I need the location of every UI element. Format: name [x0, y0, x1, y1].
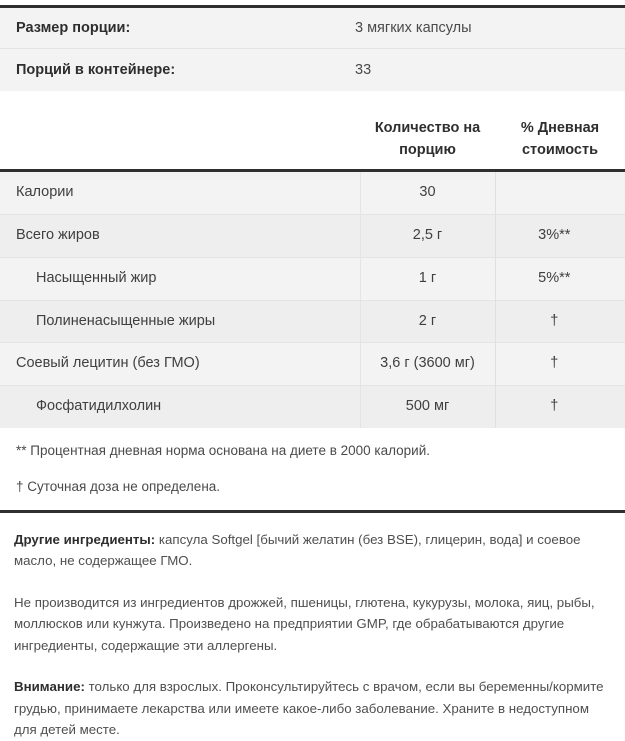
nutrient-daily-value: [495, 171, 625, 215]
footnote-dagger: † Суточная доза не определена.: [16, 478, 221, 494]
nutrient-amount: 500 мг: [360, 386, 495, 428]
footnotes-section: [0, 428, 625, 497]
footnote-daily-value-basis: ** Процентная дневная норма основана на диете в 2000 калорий.: [16, 442, 431, 458]
table-row: [0, 386, 625, 428]
column-header-daily-value: % Дневная стоимость: [495, 111, 625, 171]
nutrient-daily-value: †: [550, 355, 559, 372]
nutrient-name: Калории: [16, 184, 74, 201]
table-row: [0, 300, 625, 343]
nutrition-table-wrapper: [0, 111, 625, 428]
nutrition-facts-table: [0, 111, 625, 428]
servings-per-container-value: 33: [355, 61, 372, 78]
table-row: [0, 171, 625, 215]
header-row: [0, 111, 625, 171]
table-row: [0, 343, 625, 386]
column-header-nutrient: [0, 111, 360, 171]
table-row: [0, 215, 625, 258]
nutrient-amount: 30: [360, 171, 495, 215]
serving-info-body: [0, 7, 625, 91]
nutrient-name: Соевый лецитин (без ГМО): [16, 355, 200, 372]
notes-section: [0, 513, 625, 741]
table-row: [0, 7, 625, 49]
nutrient-daily-value: †: [550, 398, 559, 415]
other-ingredients-label: Другие ингредиенты:: [14, 531, 156, 547]
nutrient-amount: 3,6 г (3600 мг): [360, 343, 495, 386]
nutrient-amount: 2,5 г: [360, 215, 495, 258]
nutrient-amount: 1 г: [360, 257, 495, 300]
other-ingredients-text: капсула Softgel [бычий желатин (без BSE), глицерин, вода] и соевое масло, не содержащее ГМО.: [14, 531, 581, 569]
table-row: [0, 49, 625, 91]
nutrient-daily-value: †: [550, 312, 559, 329]
nutrient-amount: 2 г: [360, 300, 495, 343]
warning-text: только для взрослых. Проконсультируйтесь с врачом, если вы беременны/кормите грудью, принимаете лекарства или имеете какое-либо заболевание. Храните в недоступном для детей месте.: [14, 679, 604, 738]
column-header-amount-per-serving: Количество на порцию: [360, 111, 495, 171]
allergen-note: Не производится из ингредиентов дрожжей, пшеницы, глютена, кукурузы, молока, яиц, рыбы, моллюсков или кунжута. Произведено на предприятии GMP, где обрабатываются другие ингредиенты, содержащие эти аллергены.: [14, 594, 595, 653]
nutrient-name: Насыщенный жир: [36, 269, 157, 286]
serving-size-value: 3 мягких капсулы: [355, 20, 472, 36]
servings-per-container-label: Порций в контейнере:: [16, 61, 176, 78]
nutrient-daily-value: 5%**: [538, 269, 571, 286]
nutrient-daily-value: 3%**: [538, 227, 571, 244]
table-row: [0, 257, 625, 300]
warning-label: Внимание:: [14, 679, 85, 695]
warning-note: [14, 676, 611, 741]
supplement-facts-panel: [0, 5, 625, 741]
nutrient-name: Полиненасыщенные жиры: [36, 312, 216, 329]
serving-info-table: [0, 5, 625, 91]
nutrient-name: Фосфатидилхолин: [36, 398, 162, 415]
other-ingredients-note: [14, 529, 611, 572]
nutrition-table-body: [0, 171, 625, 428]
nutrition-table-header: [0, 111, 625, 171]
serving-size-label: Размер порции:: [16, 20, 131, 36]
nutrient-name: Всего жиров: [16, 227, 100, 244]
